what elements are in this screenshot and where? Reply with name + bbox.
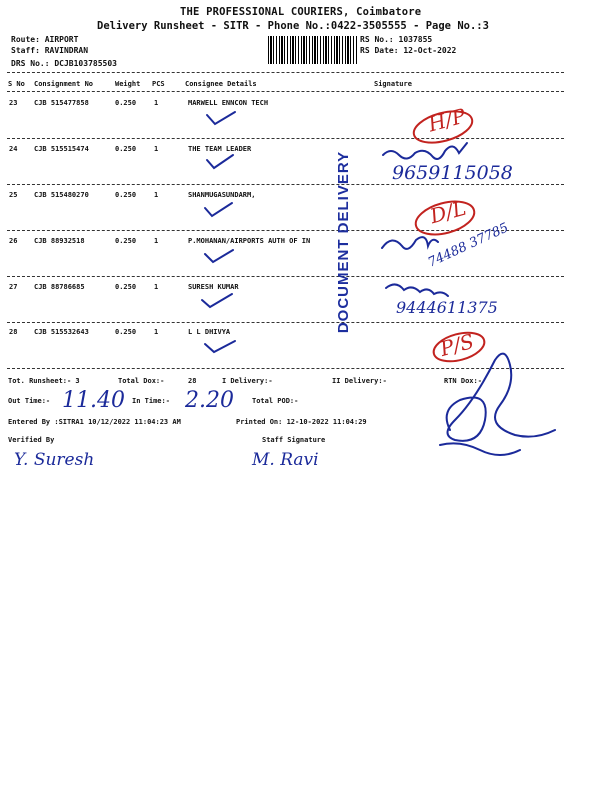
in-time-value: 2.20	[185, 388, 234, 413]
row-consignment: CJB 515515474	[34, 145, 89, 153]
total-pod: Total POD:-	[252, 397, 299, 405]
tot-runsheet: Tot. Runsheet:- 3	[8, 377, 80, 385]
in-time-label: In Time:-	[132, 397, 170, 405]
staff-label: Staff: RAVINDRAN	[11, 46, 89, 55]
staff-signature: M. Ravi	[252, 450, 319, 470]
row-sno: 27	[9, 283, 18, 291]
company-title: THE PROFESSIONAL COURIERS, Coimbatore	[180, 6, 422, 18]
row-sno: 25	[9, 191, 18, 199]
row-pcs: 1	[154, 191, 159, 199]
row-weight: 0.250	[115, 191, 137, 199]
verified-signature: Y. Suresh	[14, 450, 95, 470]
rs-number: RS No.: 1037855	[360, 35, 433, 44]
row-consignee: SURESH KUMAR	[188, 283, 239, 291]
row-consignee: MARWELL ENNCON TECH	[188, 99, 269, 107]
verified-by-label: Verified By	[8, 436, 55, 444]
row-sno: 26	[9, 237, 18, 245]
col-sno: S No	[8, 80, 25, 88]
col-consignment: Consignment No	[34, 80, 94, 88]
row-consignment: CJB 515477858	[34, 99, 89, 107]
row-consignment: CJB 515532643	[34, 328, 89, 336]
sig-phone-3: 9444611375	[396, 298, 498, 317]
runsheet-subtitle: Delivery Runsheet - SITR - Phone No.:0422-3505555 - Page No.:3	[97, 20, 489, 32]
row-sno: 24	[9, 145, 18, 153]
row-pcs: 1	[154, 328, 159, 336]
row-pcs: 1	[154, 99, 159, 107]
scribble-signature-icon	[440, 443, 520, 455]
sig-ps: P/S	[437, 329, 477, 361]
check-mark-icon	[207, 155, 233, 168]
row-pcs: 1	[154, 283, 159, 291]
sig-hp: H/P	[425, 103, 469, 137]
row-weight: 0.250	[115, 328, 137, 336]
col-consignee: Consignee Details	[185, 80, 257, 88]
row-weight: 0.250	[115, 283, 137, 291]
row-consignment: CJB 88932518	[34, 237, 85, 245]
scribble-signature-icon	[447, 354, 555, 441]
check-mark-icon	[202, 294, 232, 307]
out-time-value: 11.40	[62, 388, 125, 413]
sig-phone-2: 74488 37785	[425, 220, 511, 271]
check-mark-icon	[207, 112, 235, 124]
sig-dl: D/L	[427, 195, 469, 229]
row-weight: 0.250	[115, 99, 137, 107]
document-delivery-stamp: DOCUMENT DELIVERY	[335, 150, 352, 334]
rtn-dox: RTN Dox:-	[444, 377, 482, 385]
i-delivery: I Delivery:-	[222, 377, 273, 385]
row-consignee: SHANMUGASUNDARM,	[188, 191, 256, 199]
ii-delivery: II Delivery:-	[332, 377, 387, 385]
row-consignment: CJB 515480270	[34, 191, 89, 199]
col-weight: Weight	[115, 80, 141, 88]
out-time-label: Out Time:-	[8, 397, 51, 405]
row-consignee: P.MOHANAN/AIRPORTS AUTH OF IN	[188, 237, 311, 245]
check-mark-icon	[205, 341, 235, 352]
signature-squiggle-icon	[386, 284, 448, 296]
row-consignee: THE TEAM LEADER	[188, 145, 252, 153]
signature-squiggle-icon	[382, 237, 438, 249]
total-dox-label: Total Dox:-	[118, 377, 165, 385]
check-mark-icon	[205, 250, 233, 262]
check-mark-icon	[205, 203, 232, 216]
row-consignee: L L DHIVYA	[188, 328, 231, 336]
col-signature: Signature	[374, 80, 412, 88]
rs-date: RS Date: 12-Oct-2022	[360, 46, 457, 55]
row-weight: 0.250	[115, 145, 137, 153]
route-label: Route: AIRPORT	[11, 35, 79, 44]
row-weight: 0.250	[115, 237, 137, 245]
signature-squiggle-icon	[383, 143, 467, 159]
row-sno: 23	[9, 99, 18, 107]
total-dox-value: 28	[188, 377, 197, 385]
row-sno: 28	[9, 328, 18, 336]
row-pcs: 1	[154, 237, 159, 245]
col-pcs: PCS	[152, 80, 165, 88]
row-pcs: 1	[154, 145, 159, 153]
drs-number: DRS No.: DCJB103785503	[11, 59, 117, 68]
row-consignment: CJB 88786685	[34, 283, 85, 291]
entered-by: Entered By :SITRA1 10/12/2022 11:04:23 AM	[8, 418, 181, 426]
printed-on: Printed On: 12-10-2022 11:04:29	[236, 418, 367, 426]
staff-signature-label: Staff Signature	[262, 436, 326, 444]
sig-phone-1: 9659115058	[392, 162, 513, 184]
